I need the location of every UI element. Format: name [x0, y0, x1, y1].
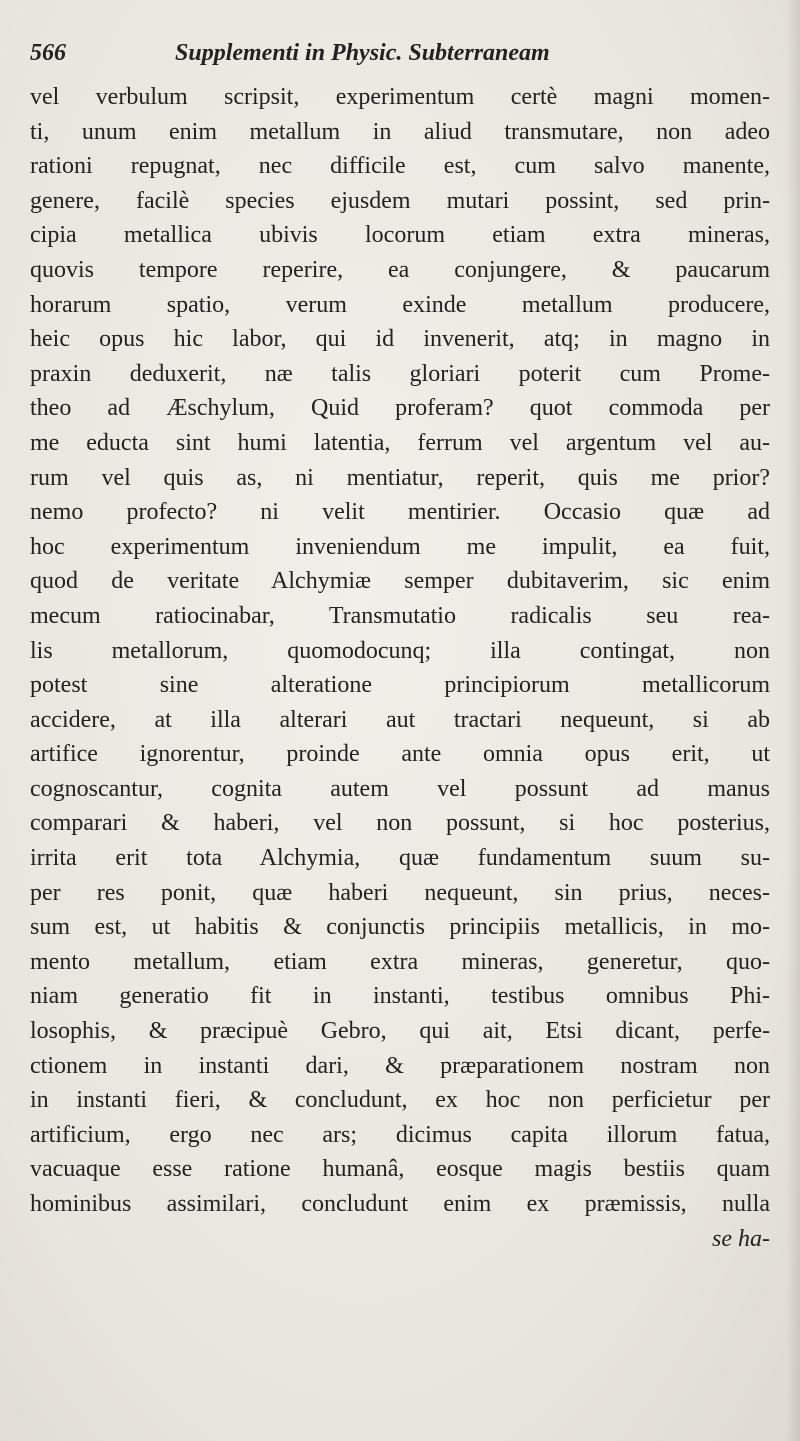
- text-line: comparari & haberi, vel non possunt, si hoc posterius,: [30, 810, 770, 837]
- text-line: niam generatio fit in instanti, testibus omnibus Phi-: [30, 983, 770, 1010]
- text-line: heic opus hic labor, qui id invenerit, atq; in magno in: [30, 326, 770, 353]
- text-line: quod de veritate Alchymiæ semper dubitaverim, sic enim: [30, 568, 770, 595]
- page-header: [30, 40, 770, 74]
- text-line: ti, unum enim metallum in aliud transmutare, non adeo: [30, 118, 770, 145]
- text-line: horarum spatio, verum exinde metallum producere,: [30, 291, 770, 318]
- text-line: hoc experimentum inveniendum me impulit, ea fuit,: [30, 533, 770, 560]
- page-edge-shadow: [786, 0, 800, 1441]
- text-line: losophis, & præcipuè Gebro, qui ait, Etsi dicant, perfe-: [30, 1018, 770, 1045]
- text-line: per res ponit, quæ haberi nequeunt, sin prius, neces-: [30, 879, 770, 906]
- text-line: irrita erit tota Alchymia, quæ fundamentum suum su-: [30, 845, 770, 872]
- text-line: lis metallorum, quomodocunq; illa contingat, non: [30, 637, 770, 664]
- text-line: mento metallum, etiam extra mineras, generetur, quo-: [30, 948, 770, 975]
- text-line: potest sine alteratione principiorum metallicorum: [30, 672, 770, 699]
- text-line: vacuaque esse ratione humanâ, eosque magis bestiis quam: [30, 1156, 770, 1183]
- text-line: vel verbulum scripsit, experimentum certè magni momen-: [30, 84, 770, 110]
- text-line: sum est, ut habitis & conjunctis principiis metallicis, in mo-: [30, 914, 770, 941]
- text-line: quovis tempore reperire, ea conjungere, & paucarum: [30, 256, 770, 283]
- text-line: accidere, at illa alterari aut tractari nequeunt, si ab: [30, 706, 770, 733]
- text-line: artifice ignorentur, proinde ante omnia opus erit, ut: [30, 741, 770, 768]
- text-line: me educta sint humi latentia, ferrum vel argentum vel au-: [30, 429, 770, 456]
- text-line: praxin deduxerit, næ talis gloriari poterit cum Prome-: [30, 360, 770, 387]
- page-number: 566: [30, 40, 66, 66]
- text-line: nemo profecto? ni velit mentirier. Occasio quæ ad: [30, 499, 770, 526]
- text-line: rum vel quis as, ni mentiatur, reperit, quis me prior?: [30, 464, 770, 491]
- text-line: cipia metallica ubivis locorum etiam extra mineras,: [30, 222, 770, 249]
- text-line: theo ad Æschylum, Quid proferam? quot commoda per: [30, 395, 770, 422]
- text-line: artificium, ergo nec ars; dicimus capita illorum fatua,: [30, 1121, 770, 1148]
- text-line: genere, facilè species ejusdem mutari possint, sed prin-: [30, 187, 770, 214]
- text-line: ctionem in instanti dari, & præparationem nostram non: [30, 1052, 770, 1079]
- text-line: hominibus assimilari, concludunt enim ex præmissis, nulla: [30, 1191, 770, 1217]
- text-line: in instanti fieri, & concludunt, ex hoc non perficietur per: [30, 1087, 770, 1114]
- text-line: rationi repugnat, nec difficile est, cum salvo manente,: [30, 153, 770, 180]
- text-line: cognoscantur, cognita autem vel possunt ad manus: [30, 775, 770, 802]
- catchword: se ha-: [712, 1225, 770, 1252]
- running-head: Supplementi in Physic. Subterraneam: [175, 40, 550, 66]
- text-line: mecum ratiocinabar, Transmutatio radicalis seu rea-: [30, 602, 770, 629]
- body-text: [30, 80, 770, 1256]
